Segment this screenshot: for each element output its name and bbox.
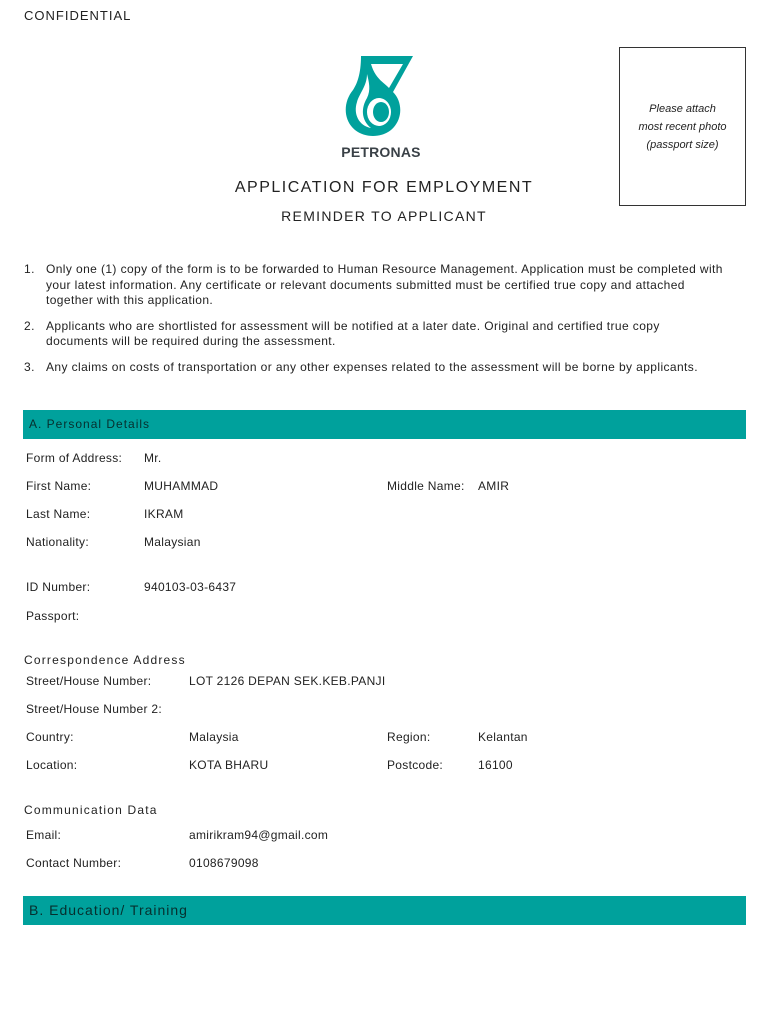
- petronas-drop-icon: [331, 54, 431, 144]
- email-value: amirikram94@gmail.com: [189, 828, 329, 842]
- petronas-logo: [331, 54, 431, 162]
- communication-data-heading: Communication Data: [24, 803, 158, 817]
- region-label: Region:: [387, 730, 431, 744]
- location-label: Location:: [26, 758, 78, 772]
- confidential-label: CONFIDENTIAL: [24, 8, 132, 23]
- street2-label: Street/House Number 2:: [26, 702, 162, 716]
- street-label: Street/House Number:: [26, 674, 152, 688]
- last-name-label: Last Name:: [26, 507, 91, 521]
- last-name-value: IKRAM: [144, 507, 184, 521]
- id-number-label: ID Number:: [26, 580, 91, 594]
- location-value: KOTA BHARU: [189, 758, 269, 772]
- reminder-list: [24, 262, 724, 385]
- nationality-label: Nationality:: [26, 535, 89, 549]
- street-value: LOT 2126 DEPAN SEK.KEB.PANJI: [189, 674, 386, 688]
- email-label: Email:: [26, 828, 62, 842]
- first-name-value: MUHAMMAD: [144, 479, 219, 493]
- country-value: Malaysia: [189, 730, 239, 744]
- contact-number-value: 0108679098: [189, 856, 259, 870]
- reminder-text: Any claims on costs of transportation or any other expenses related to the assessment will be borne by applicants.: [46, 359, 698, 374]
- country-label: Country:: [26, 730, 74, 744]
- form-of-address-value: Mr.: [144, 451, 162, 465]
- reminder-number: 1.: [24, 262, 35, 276]
- middle-name-value: AMIR: [478, 479, 510, 493]
- photo-instruction-line: Please attach: [649, 102, 716, 115]
- photo-instruction-line: (passport size): [646, 138, 719, 151]
- section-header-personal-details: A. Personal Details: [23, 410, 746, 439]
- reminder-number: 2.: [24, 318, 35, 333]
- id-number-value: 940103-03-6437: [144, 580, 237, 594]
- correspondence-address-heading: Correspondence Address: [24, 653, 186, 667]
- region-value: Kelantan: [478, 730, 528, 744]
- reminder-item: [24, 360, 724, 376]
- contact-number-label: Contact Number:: [26, 856, 122, 870]
- reminder-item: [24, 262, 724, 309]
- form-title: APPLICATION FOR EMPLOYMENT: [234, 179, 534, 196]
- postcode-value: 16100: [478, 758, 513, 772]
- reminder-number: 3.: [24, 359, 35, 374]
- reminder-item: [24, 319, 724, 350]
- reminder-text: Only one (1) copy of the form is to be forwarded to Human Resource Management. Application must be completed with your latest information. Any certificate or relevant documents submitted must be certified true copy and attached together with this application.: [46, 262, 723, 307]
- section-header-education-training: B. Education/ Training: [23, 896, 746, 925]
- passport-label: Passport:: [26, 609, 80, 623]
- nationality-value: Malaysian: [144, 535, 201, 549]
- reminder-text: Applicants who are shortlisted for assessment will be notified at a later date. Original and certified true copy documents will be required during the assessment.: [46, 318, 660, 348]
- photo-instruction-line: most recent photo: [638, 120, 727, 133]
- first-name-label: First Name:: [26, 479, 92, 493]
- postcode-label: Postcode:: [387, 758, 444, 772]
- form-subtitle: REMINDER TO APPLICANT: [281, 208, 487, 224]
- middle-name-label: Middle Name:: [387, 479, 465, 493]
- logo-wordmark: PETRONAS: [341, 144, 421, 160]
- form-of-address-label: Form of Address:: [26, 451, 123, 465]
